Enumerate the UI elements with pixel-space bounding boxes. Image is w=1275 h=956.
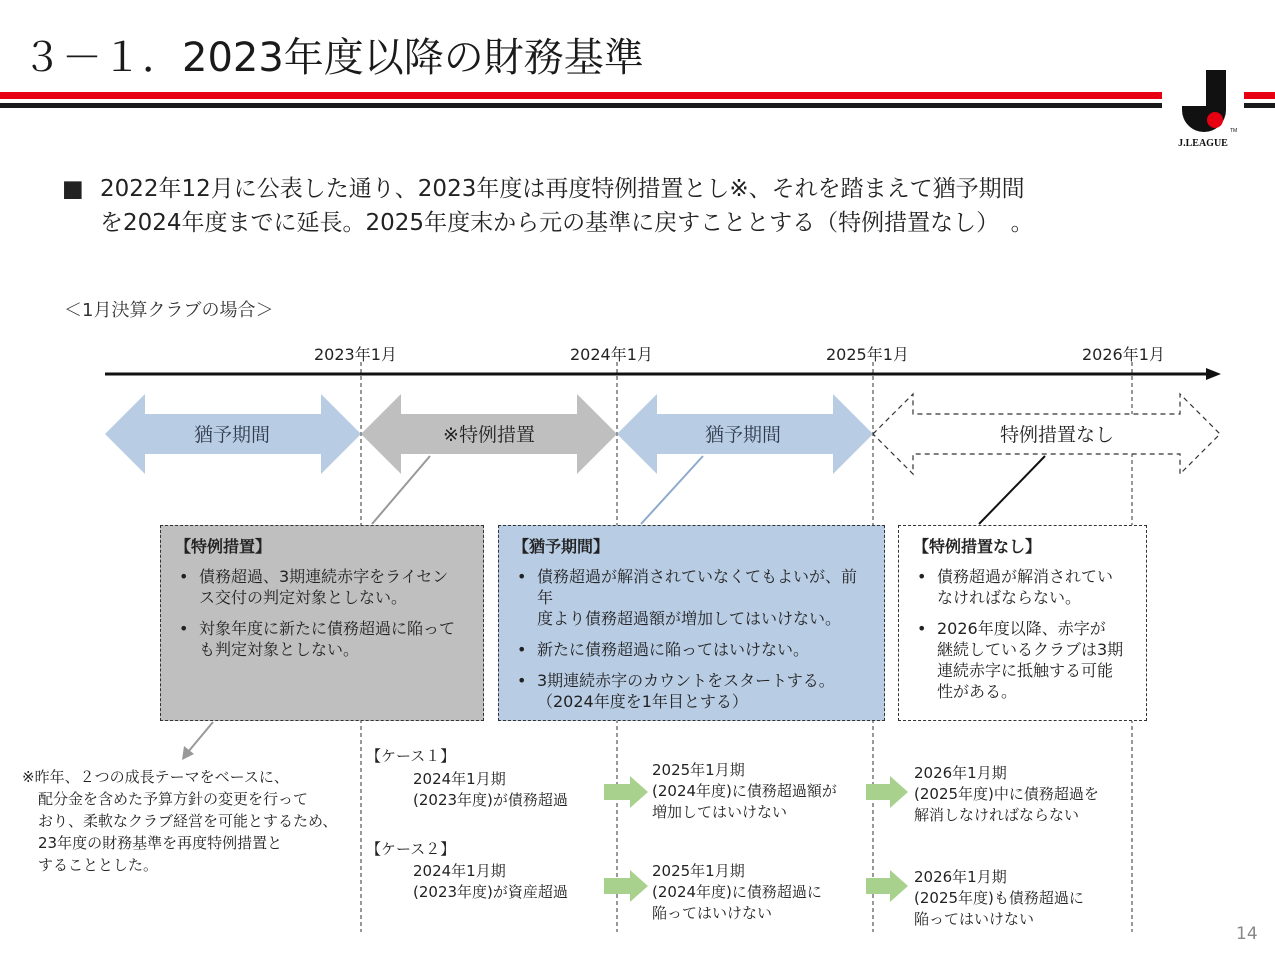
period-label-grace-1: 猶予期間 [193,424,271,446]
box-special-item: • 債務超過、3期連続赤字をライセン ス交付の判定対象としない。 [175,566,471,608]
box-special-measures [160,525,484,721]
slide-title: ３－１．2023年度以降の財務基準 [22,35,644,81]
case1-step-3: 2026年1月期 (2025年度)中に債務超過を 解消しなければならない [914,764,1099,824]
connector-none [979,456,1045,524]
case2-step-3: 2026年1月期 (2025年度)も債務超過に 陥ってはいけない [914,868,1084,928]
case2-arrow-2 [866,870,908,902]
box-grace-item: • 新たに債務超過に陥ってはいけない。 [513,639,872,660]
summary-line-2: を2024年度までに延長。2025年度末から元の基準に戻すこととする（特例措置なし） 。 [100,210,1034,236]
footnote-line: おり、柔軟なクラブ経営を可能とするため、 [38,812,338,830]
note-connector-line [188,722,213,752]
box-special-item: • 対象年度に新たに債務超過に陥って も判定対象としない。 [175,618,471,660]
footnote-line: することとした。 [38,856,159,874]
case1-step-1: 2024年1月期 (2023年度)が債務超過 [413,770,568,809]
date-label-2026: 2026年1月 [1082,345,1165,364]
box-grace-title: 【猶予期間】 [513,537,610,556]
timeline-axis-arrowhead [1206,368,1221,380]
case2-step-1: 2024年1月期 (2023年度)が資産超過 [413,862,568,901]
footnote [22,766,352,876]
logo-tm: TM [1230,128,1238,134]
date-label-2023: 2023年1月 [314,345,397,364]
period-label-none: 特例措置なし [999,424,1115,446]
box-none-item: • 2026年度以降、赤字が 継続しているクラブは3期 連続赤字に抵触する可能 性がある。 [913,618,1134,702]
period-label-special: ※特例措置 [443,424,535,446]
box-grace-period [498,525,885,721]
case2-step-2: 2025年1月期 (2024年度)に債務超過に 陥ってはいけない [652,862,822,922]
page-number: 14 [1236,924,1258,944]
case-subtitle: ＜1月決算クラブの場合＞ [64,300,274,321]
case1-step-2: 2025年1月期 (2024年度)に債務超過額が 増加してはいけない [652,761,837,821]
case2-arrow-1 [604,870,648,902]
footnote-line: 23年度の財務基準を再度特例措置と [38,834,283,852]
box-none-item: • 債務超過が解消されてい なければならない。 [913,566,1134,608]
footnote-line: ※昨年、２つの成長テーマをベースに、 [22,768,289,786]
case1-arrow-1 [604,776,648,808]
case1-label: 【ケース１】 [366,747,456,765]
box-grace-item: • 債務超過が解消されていなくてもよいが、前年 度より債務超過額が増加してはいけない。 [513,566,872,629]
logo-wordmark: J.LEAGUE [1178,138,1228,149]
summary-line-1: 2022年12月に公表した通り、2023年度は再度特例措置とし※、それを踏まえて猶予期間 [100,176,1025,202]
box-grace-item: • 3期連続赤字のカウントをスタートする。 （2024年度を1年目とする） [513,670,872,712]
period-label-grace-2: 猶予期間 [704,424,782,446]
box-none-title: 【特例措置なし】 [913,537,1042,556]
box-special-title: 【特例措置】 [175,537,272,556]
case2-label: 【ケース２】 [366,840,456,858]
date-label-2024: 2024年1月 [570,345,653,364]
footnote-line: 配分金を含めた予算方針の変更を行って [38,790,309,808]
square-bullet-icon: ■ [62,176,84,202]
date-label-2025: 2025年1月 [826,345,909,364]
case1-arrow-2 [866,776,908,808]
box-no-special-measures [898,525,1147,721]
